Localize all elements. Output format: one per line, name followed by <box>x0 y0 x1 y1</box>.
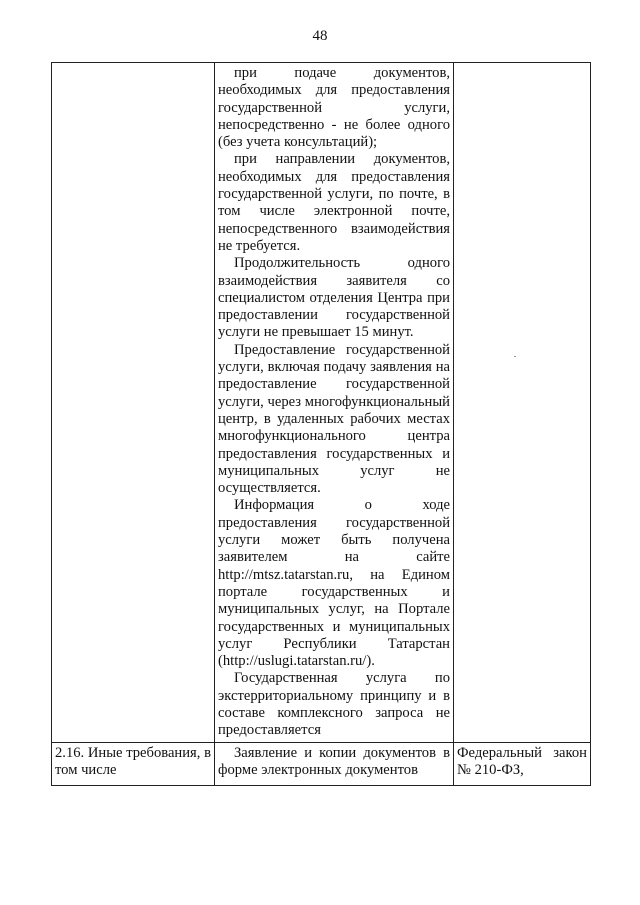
requirements-table <box>51 62 591 786</box>
paragraph: при направлении документов, необходимых для предоставления государственной услуги, по почте, в том числе электронной почте, непосредственного взаимодействия не требуется. <box>218 151 450 254</box>
paragraph: Заявление и копии документов в форме электронных документов <box>218 744 450 778</box>
scan-speck <box>514 356 516 357</box>
paragraph: Предоставление государственной услуги, включая подачу заявления на предоставление государственной услуги, через многофункциональный центр, в удаленных рабочих местах многофункционального центра предоставления государственных и муниципальных услуг не осуществляется. <box>218 341 450 497</box>
paragraph: Продолжительность одного взаимодействия заявителя со специалистом отделения Центра при предоставлении государственной услуги не превышает 15 минут. <box>218 255 450 341</box>
requirement-label: 2.16. Иные требования, в том числе <box>55 744 211 778</box>
paragraph: Информация о ходе предоставления государственной услуги может быть получена заявителем на сайте http://mtsz.tatarstan.ru, на Едином портале государственных и муниципальных услуг, на Портале государственных и муниципальных услуг Республики Татарстан (http://uslugi.tatarstan.ru/). <box>218 497 450 670</box>
paragraph: при подаче документов, необходимых для предоставления государственной услуги, непосредственно - не более одного (без учета консультаций); <box>218 65 450 151</box>
table-row <box>52 63 591 743</box>
table-cell-requirement <box>52 63 215 743</box>
table-cell-legal-basis <box>454 742 591 785</box>
table-cell-description <box>215 63 454 743</box>
table-cell-description <box>215 742 454 785</box>
table-cell-requirement <box>52 742 215 785</box>
table-cell-legal-basis <box>454 63 591 743</box>
page-number: 48 <box>312 28 328 44</box>
paragraph: Государственная услуга по экстерриториальному принципу и в составе комплексного запроса не предоставляется <box>218 670 450 739</box>
table-row <box>52 742 591 785</box>
legal-reference: Федеральный закон № 210-ФЗ, <box>457 744 587 778</box>
